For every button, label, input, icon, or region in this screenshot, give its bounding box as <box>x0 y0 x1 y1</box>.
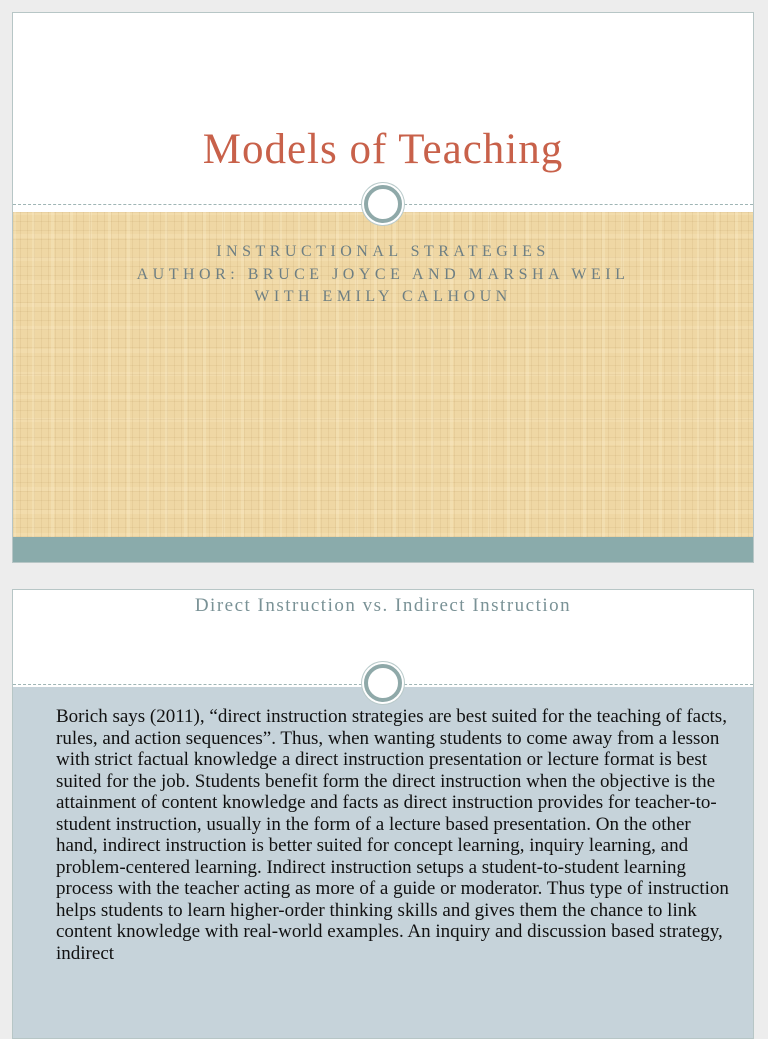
title-slide <box>12 12 754 563</box>
coauthor-line: WITH EMILY CALHOUN <box>254 288 512 305</box>
circle-ornament-icon <box>364 664 402 702</box>
slide-title: Direct Instruction vs. Indirect Instruction <box>194 595 572 616</box>
content-slide <box>12 589 754 1039</box>
slide-subtitle <box>13 241 753 309</box>
author-line: AUTHOR: BRUCE JOYCE AND MARSHA WEIL <box>136 265 630 283</box>
slide-title: Models of Teaching <box>202 126 564 173</box>
body-paragraph: Borich says (2011), “direct instruction strategies are best suited for the teaching of facts, rules, and action sequences”. Thus, when wanting students to come away from a lesson with strict factual knowledge a direct instruction presentation or lecture format is best suited for the job. Students benefit form the direct instruction when the objective is the attainment of content knowledge and facts as direct instruction provides for teacher-to-student instruction, usually in the form of a lecture based presentation. On the other hand, indirect instruction is better suited for concept learning, inquiry learning, and problem-centered learning. Indirect instruction setups a student-to-student learning process with the teacher acting as more of a guide or moderator. Thus type of instruction helps students to learn higher-order thinking skills and gives them the chance to link content knowledge with real-world examples. An inquiry and discussion based strategy, indirect <box>56 706 729 964</box>
circle-ornament-icon <box>364 185 402 223</box>
subtitle-line: INSTRUCTIONAL STRATEGIES <box>216 243 550 260</box>
bottom-band <box>13 537 753 563</box>
